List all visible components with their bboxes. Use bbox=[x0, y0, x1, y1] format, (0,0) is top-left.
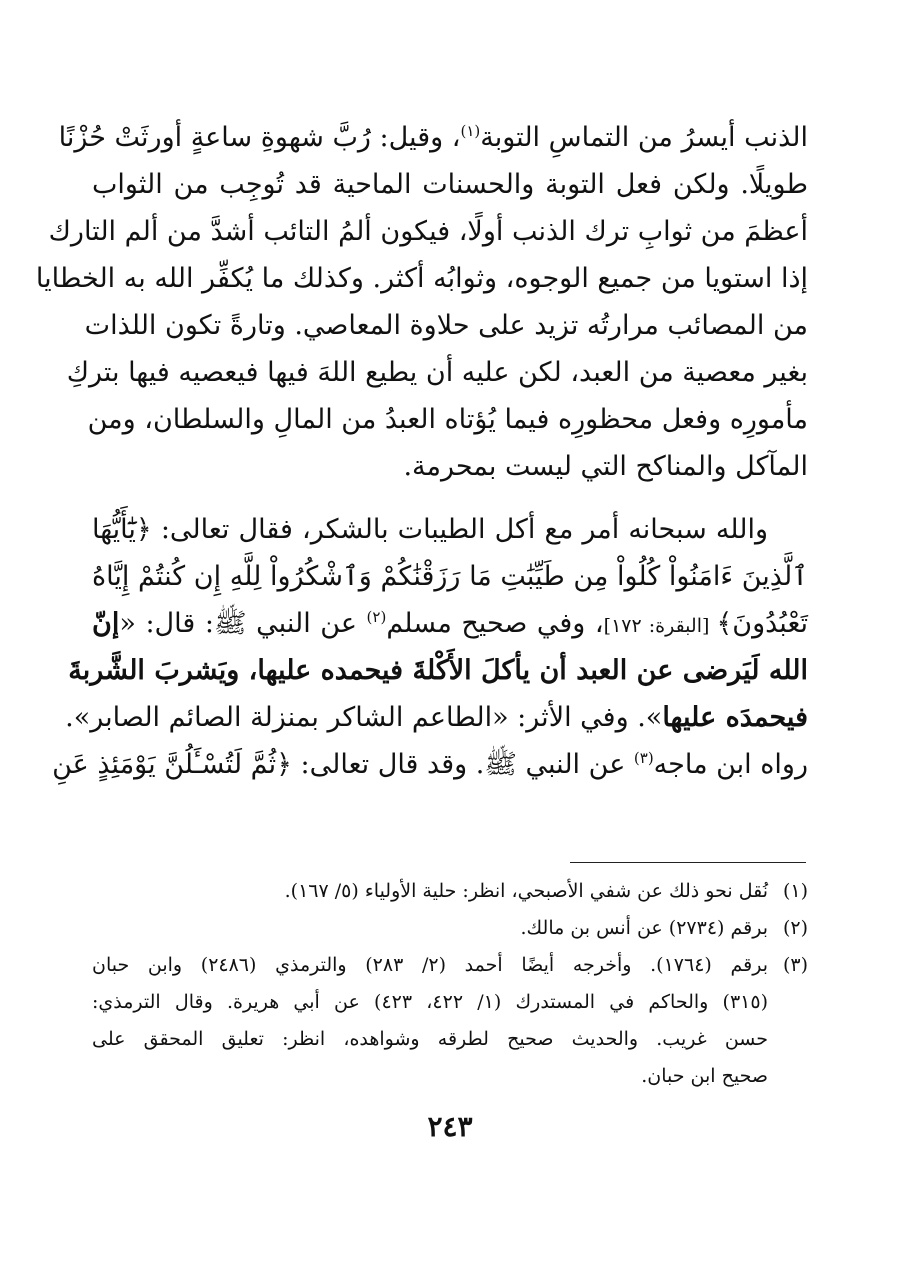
footnote-number: (٣) bbox=[782, 954, 808, 976]
text-line: المآكل والمناكح التي ليست بمحرمة. bbox=[403, 451, 808, 482]
footnote-separator bbox=[570, 862, 806, 863]
footnote-ref[interactable]: (٣) bbox=[633, 749, 654, 767]
footnotes bbox=[92, 876, 808, 1098]
footnote-ref[interactable]: (١) bbox=[460, 122, 481, 140]
footnote-line: (٣١٥) والحاكم في المستدرك (١/ ٤٢٢، ٤٢٣) عن أبي هريرة. وقال الترمذي: bbox=[92, 991, 768, 1013]
footnote-line: حسن غريب. والحديث صحيح لطرقه وشواهده، انظر: تعليق المحقق على bbox=[92, 1028, 768, 1050]
footnote-number: (٢) bbox=[782, 917, 808, 939]
footnote: (١)نُقل نحو ذلك عن شفي الأصبحي، انظر: حلية الأولياء (٥/ ١٦٧). bbox=[92, 876, 808, 906]
footnote-number: (١) bbox=[782, 880, 808, 902]
text-line: أعظمَ من ثوابِ ترك الذنب أولًا، فيكون ألمُ التائب أشدَّ من ألم التارك bbox=[48, 216, 808, 247]
page-number: ٢٤٣ bbox=[427, 1110, 473, 1143]
footnote-ref[interactable]: (٢) bbox=[366, 608, 387, 626]
quran-verse: ﴿يَٰٓأَيُّهَا bbox=[92, 514, 152, 545]
text-line: والله سبحانه أمر مع أكل الطيبات بالشكر، فقال تعالى: ﴿يَٰٓأَيُّهَا bbox=[92, 514, 768, 545]
text-line: تَعْبُدُونَ﴾ [البقرة: ١٧٢]، وفي صحيح مسلم$^{(٢)}$ عن النبي ﷺ: قال: «إنّ bbox=[92, 608, 808, 639]
quran-verse-line: ٱلَّذِينَ ءَامَنُواْ كُلُواْ مِن طَيِّبَٰتِ مَا رَزَقْنَٰكُمْ وَٱشْكُرُواْ لِلَّهِ إِن كُنتُمْ إِيَّاهُ bbox=[92, 561, 808, 592]
text-line: فيحمدَه عليها». وفي الأثر: «الطاعم الشاكر بمنزلة الصائم الصابر». bbox=[65, 702, 808, 733]
footnote: (٣)برقم (١٧٦٤). وأخرجه أيضًا أحمد (٢/ ٢٨٣) والترمذي (٢٤٨٦) وابن حبان bbox=[92, 950, 808, 980]
text-line: بغير معصية من العبد، لكن عليه أن يطيع اللهَ فيها فيعصيه فيها بتركِ bbox=[66, 357, 808, 388]
footnote: (٢)برقم (٢٧٣٤) عن أنس بن مالك. bbox=[92, 913, 808, 943]
footnote-line: صحيح ابن حبان. bbox=[641, 1065, 768, 1087]
hadith-line: الله لَيَرضى عن العبد أن يأكلَ الأَكْلةَ فيحمده عليها، ويَشربَ الشَّربةَ bbox=[68, 655, 808, 686]
text-line: رواه ابن ماجه$^{(٣)}$ عن النبي ﷺ. وقد قال تعالى: ﴿ثُمَّ لَتُسْـَٔلُنَّ يَوْمَئِذٍ عَنِ bbox=[52, 749, 808, 780]
main-text bbox=[35, 118, 808, 792]
text-line: طويلًا. ولكن فعل التوبة والحسنات الماحية قد تُوجِب من الثواب bbox=[92, 169, 808, 200]
text-line: مأمورِه وفعل محظورِه فيما يُؤتاه العبدُ من المالِ والسلطان، ومن bbox=[87, 404, 808, 435]
text-line: من المصائب مرارتُه تزيد على حلاوة المعاصي. وتارةً تكون اللذات bbox=[84, 310, 808, 341]
text-line: الذنب أيسرُ من التماسِ التوبة$^{(١)}$، وقيل: رُبَّ شهوةِ ساعةٍ أورثَتْ حُزْنًا bbox=[58, 122, 808, 153]
text-line: إذا استويا من جميع الوجوه، وثوابُه أكثر. وكذلك ما يُكفِّر الله به الخطايا bbox=[35, 263, 808, 294]
